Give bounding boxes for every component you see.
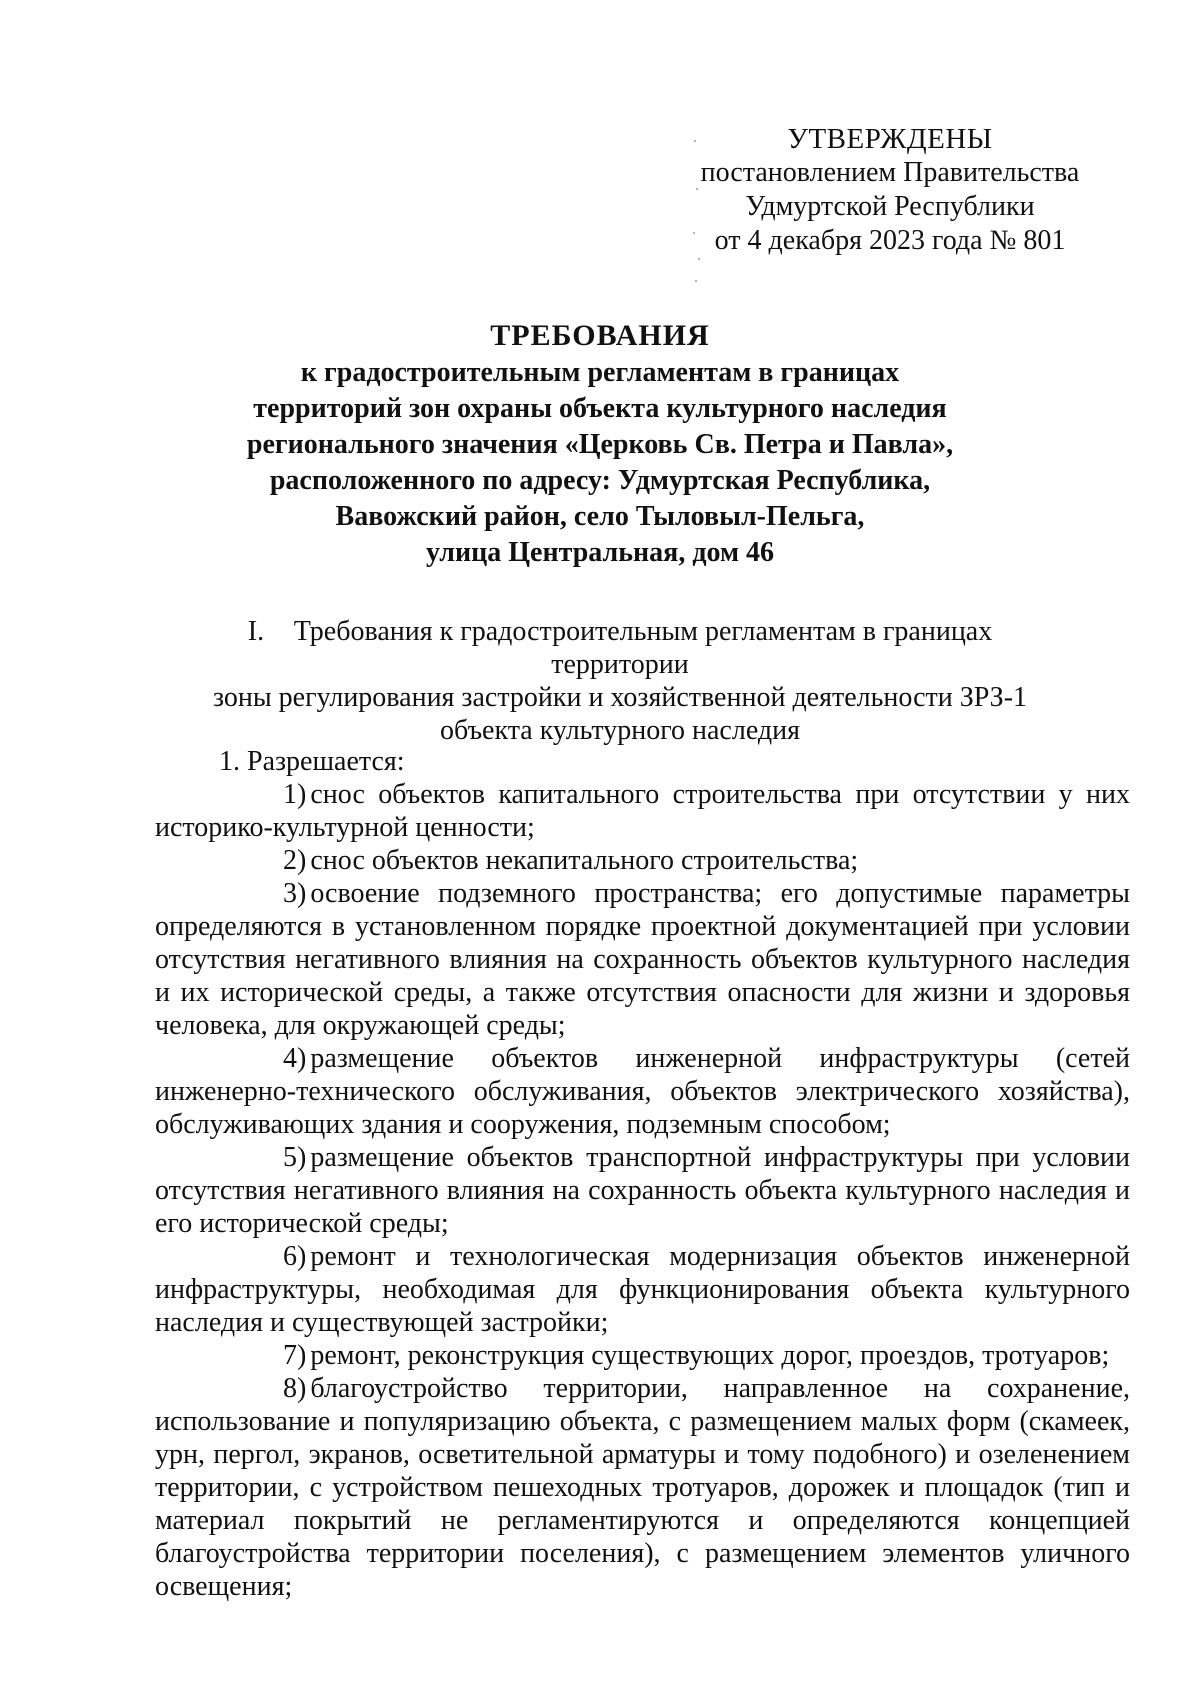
list-item-text: освоение подземного пространства; его допустимые параметры определяются в установленном порядке проектной документацией при условии отсутствия негативного влияния на сохранность объектов культурного наследия и их исторической среды, а также отсутствия опасности для жизни и здоровья человека, для окружающей среды;: [155, 878, 1130, 1041]
list-item-number: 5): [283, 1142, 307, 1173]
list-item-text: снос объектов капитального строительства при отсутствии у них историко-культурной ценности;: [155, 779, 1130, 843]
approval-stamp: [690, 122, 1090, 258]
list-item-text: снос объектов некапитального строительства;: [310, 845, 859, 876]
approval-line: постановлением Правительства: [700, 157, 1080, 188]
list-item: [155, 778, 1130, 844]
list-item-number: 8): [283, 1373, 307, 1404]
list-item: [155, 877, 1130, 1042]
clause-intro: 1. Разрешается:: [219, 746, 405, 777]
section-heading-text: Требования к градостроительным регламентам в границах территории: [293, 616, 993, 680]
list-item-text: ремонт, реконструкция существующих дорог, проездов, тротуаров;: [310, 1340, 1110, 1371]
list-item: [155, 1042, 1130, 1141]
approval-heading: УТВЕРЖДЕНЫ: [787, 123, 993, 155]
scan-speck: [695, 280, 697, 282]
list-item-number: 6): [283, 1241, 307, 1272]
list-item-number: 7): [283, 1340, 307, 1371]
section-heading-line: [180, 615, 1060, 681]
approval-line: от 4 декабря 2023 года № 801: [714, 225, 1066, 256]
title-line: к градостроительным регламентам в границах: [300, 357, 900, 388]
list-item-text: благоустройство территории, направленное на сохранение, использование и популяризацию объекта, с размещением малых форм (скамеек, урн, пергол, экранов, осветительной арматуры и тому подобного) и озеленением территории, с устройством пешеходных тротуаров, дорожек и площадок (тип и материал покрытий не регламентируются и определяются концепцией благоустройства территории поселения), с размещением элементов уличного освещения;: [155, 1373, 1130, 1602]
list-item-number: 3): [283, 878, 307, 909]
list-item-number: 2): [283, 845, 307, 876]
section-heading-line: зоны регулирования застройки и хозяйственной деятельности ЗРЗ-1: [212, 682, 1028, 713]
section-heading-line: объекта культурного наследия: [440, 715, 800, 746]
title-line: расположенного по адресу: Удмуртская Республика,: [269, 465, 931, 496]
list-item-number: 4): [283, 1043, 307, 1074]
title-line: Вавожский район, село Тыловыл-Пельга,: [335, 501, 865, 532]
list-item-text: ремонт и технологическая модернизация объектов инженерной инфраструктуры, необходимая для функционирования объекта культурного наследия и существующей застройки;: [155, 1241, 1130, 1338]
list-item-text: размещение объектов инженерной инфраструктуры (сетей инженерно-технического обслуживания, объектов электрического хозяйства), обслуживающих здания и сооружения, подземным способом;: [155, 1043, 1130, 1140]
document-title: [180, 318, 1020, 571]
list-item: [155, 1141, 1130, 1240]
section-heading: [180, 615, 1060, 747]
list-item: [155, 844, 1130, 877]
list-item-number: 1): [283, 779, 307, 810]
list-item: [155, 1240, 1130, 1339]
section-number: I.: [247, 616, 265, 647]
list-item-text: размещение объектов транспортной инфраструктуры при условии отсутствия негативного влияния на сохранность объекта культурного наследия и его исторической среды;: [155, 1142, 1130, 1239]
approval-line: Удмуртской Республики: [745, 191, 1035, 222]
document-body: [155, 745, 1130, 1603]
list-item: [155, 1339, 1130, 1372]
document-main-title: ТРЕБОВАНИЯ: [490, 319, 710, 352]
title-line: территорий зон охраны объекта культурного наследия: [253, 393, 947, 424]
title-line: улица Центральная, дом 46: [425, 537, 775, 568]
title-line: регионального значения «Церковь Св. Петра и Павла»,: [246, 429, 954, 460]
scan-speck: [698, 258, 700, 260]
list-item: [155, 1372, 1130, 1603]
